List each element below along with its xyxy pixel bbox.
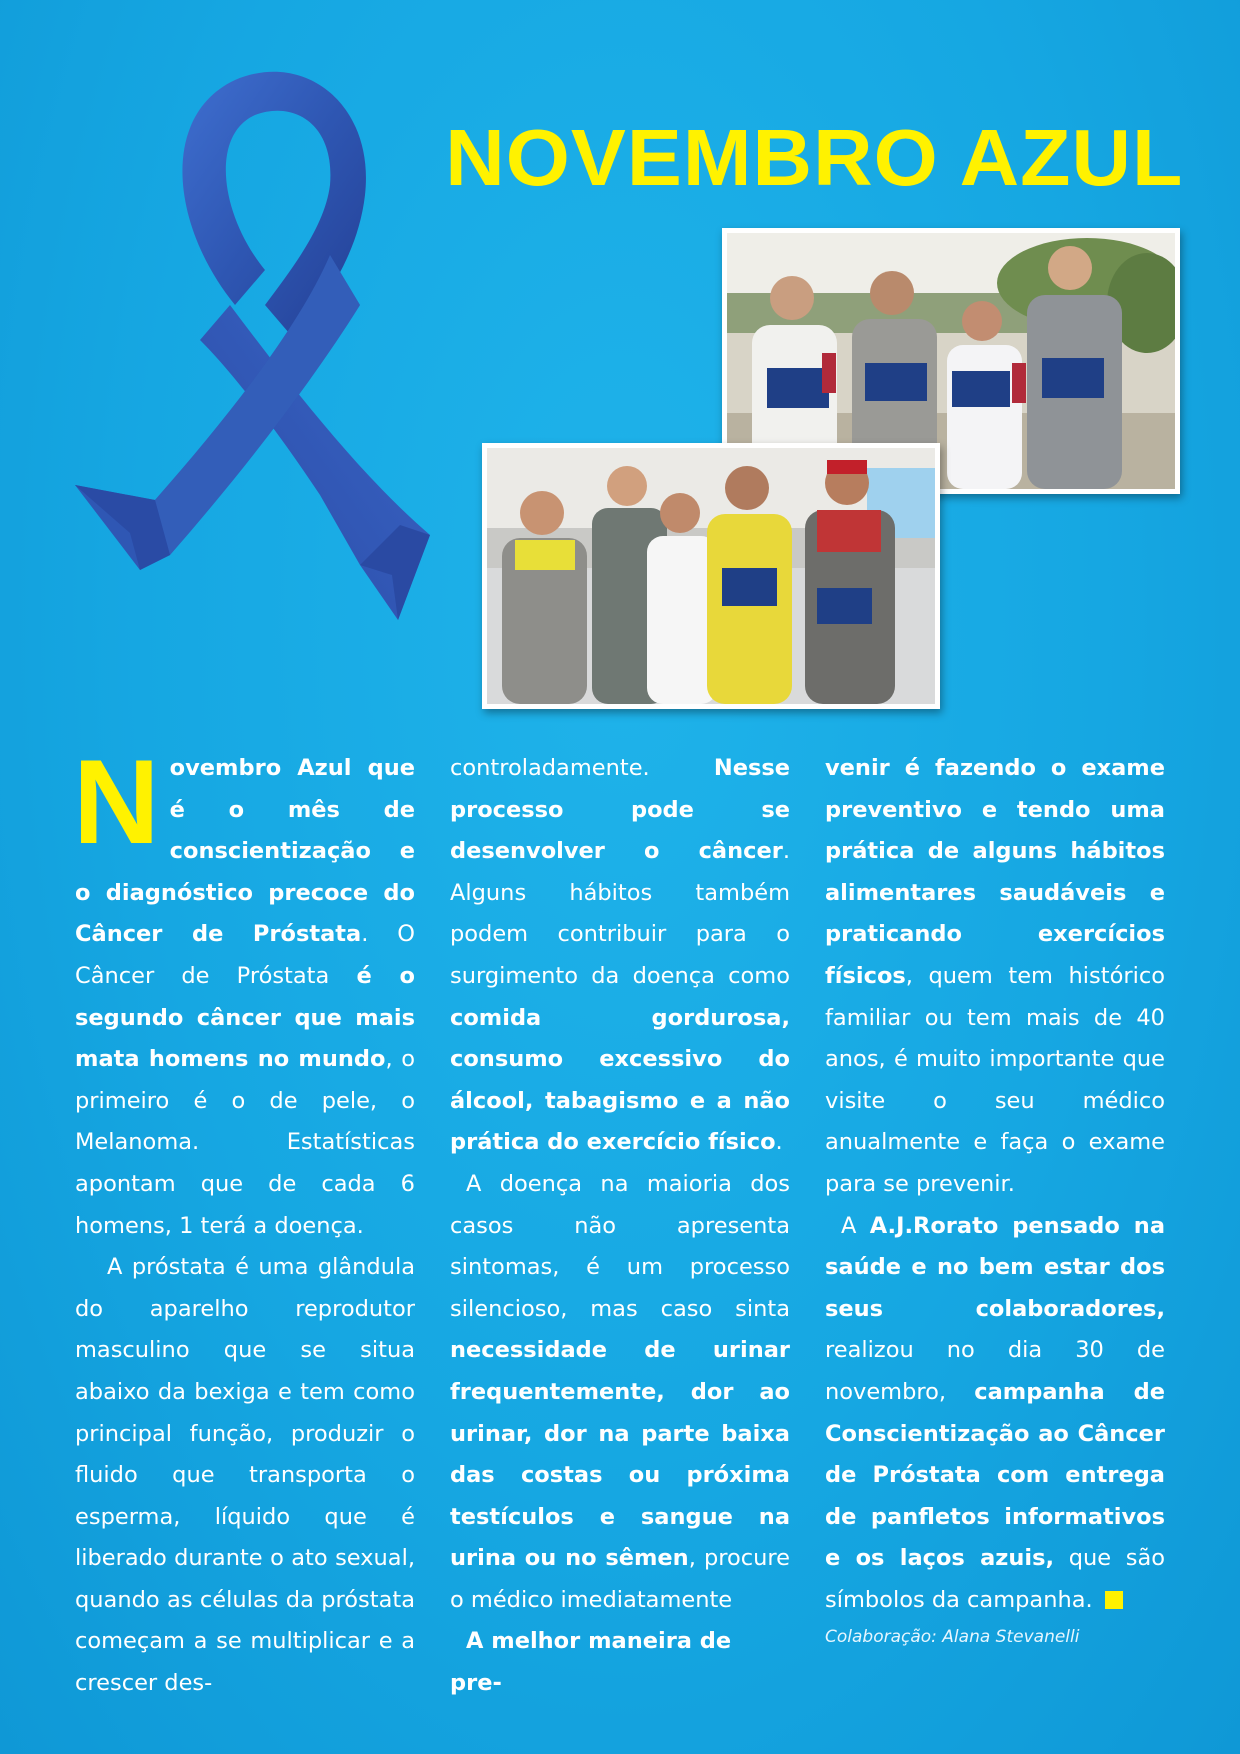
paragraph	[450, 748, 790, 1164]
paragraph	[825, 1206, 1165, 1622]
bold-text: necessidade de urinar frequentemente, dor ao urinar, dor na parte baixa das costas ou próxima testículos e sangue na urina ou no sêmen	[450, 1337, 790, 1572]
text: , procure o médico imediatamente	[450, 1545, 790, 1613]
bold-text: campanha de Conscientização ao Câncer de Próstata com entrega de panfletos informativos e os laços azuis,	[825, 1378, 1165, 1572]
bold-text: A.J.Rorato pensado na saúde e no bem estar dos seus colaboradores,	[825, 1212, 1166, 1322]
paragraph	[825, 748, 1165, 1206]
bold-text: é o segundo câncer que mais mata homens no mundo	[75, 962, 415, 1073]
text: controladamente.	[450, 755, 714, 781]
article-column-1	[73, 735, 415, 1705]
text: A	[841, 1212, 870, 1239]
text: realizou no dia 30 de novembro,	[825, 1337, 1165, 1405]
text: A doença na maioria dos casos não apresenta sintomas, é um processo silencioso, mas caso sinta	[450, 1170, 790, 1322]
bold-text: ovembro Azul que é o mês de conscientização e o diagnóstico precoce do Câncer de Próstata	[75, 755, 415, 948]
drop-cap: N	[73, 735, 160, 869]
bold-text: venir é fazendo o exame preventivo e tendo uma prática de alguns hábitos alimentares saudáveis e praticando exercícios físicos	[825, 755, 1165, 989]
bold-text: comida gordurosa, consumo excessivo do álcool, tabagismo e a não prática do exercício físico	[450, 1004, 790, 1156]
paragraph: A próstata é uma glândula do aparelho reprodutor masculino que se situa abaixo da bexiga e tem como principal função, produzir o fluido que transporta o esperma, líquido que é liberado durante o ato sexual, quando as células da próstata começam a se multiplicar e a crescer des-	[75, 1254, 415, 1697]
author-credit: Colaboração: Alana Stevanelli	[825, 1627, 1080, 1648]
text: .	[775, 1129, 783, 1156]
photo-image	[487, 448, 935, 704]
text: . O Câncer de Próstata	[75, 921, 415, 989]
text: . Alguns hábitos também podem contribuir para o surgimento da doença como	[450, 838, 790, 989]
paragraph	[73, 735, 415, 1247]
paragraph	[450, 1164, 790, 1622]
paragraph	[450, 1621, 790, 1704]
bold-text: Nesse processo pode se desenvolver o câncer	[450, 755, 790, 865]
article-body	[73, 735, 1167, 1697]
article-column-3	[825, 748, 1165, 1649]
end-mark-icon	[1105, 1591, 1123, 1609]
text: , quem tem histórico familiar ou tem mais de 40 anos, é muito importante que visite o seu médico anualmente e faça o exame para se prevenir.	[825, 962, 1165, 1197]
page-title: NOVEMBRO AZUL	[445, 113, 1184, 202]
text: , o primeiro é o de pele, o Melanoma. Estatísticas apontam que de cada 6 homens, 1 terá a doença.	[75, 1046, 415, 1239]
bold-text: A melhor maneira de pre-	[450, 1628, 732, 1697]
group-photo-2	[482, 443, 940, 709]
text: que são símbolos da campanha.	[825, 1545, 1165, 1613]
article-column-2	[450, 748, 790, 1705]
